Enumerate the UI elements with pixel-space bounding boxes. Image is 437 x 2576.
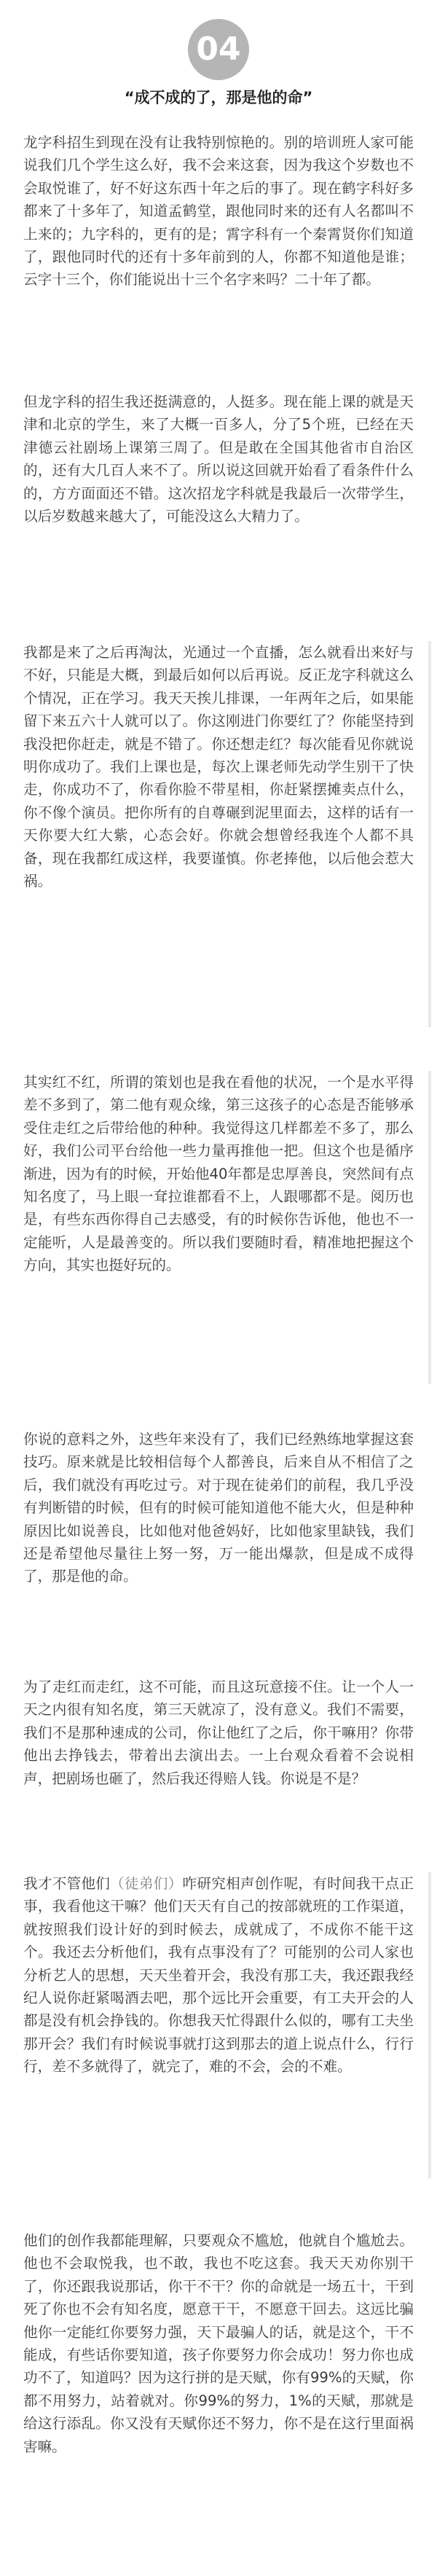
quote-bar — [428, 641, 431, 1027]
paragraph-1: 龙字科招生到现在没有让我特别惊艳的。别的培训班人家可能说我们几个学生这么好，我不会来这套，因为我这个岁数也不会取悦谁了，好不好这东西十年之后的事了。现在鹤字科好多都来了十多年了，知道孟鹤堂，跟他同时来的还有人名都叫不上来的；九字科的，更有的是；霄字科有一个秦霄贤你们知道了，跟他同时代的还有十多年前到的人，你都不知道他是谁；云字十三个，你们能说出十三个名字来吗？二十年了都。 — [23, 134, 414, 288]
paragraph-6: 为了走红而走红，这不可能，而且这玩意接不住。让一个人一天之内很有知名度，第三天就凉了，没有意义。我们不需要，我们不是那种速成的公司，你让他红了之后，你干嘛用？你带他出去挣钱去，带着出去演出去。一上台观众看着不会说相声，把剧场也砸了，然后我还得赔人钱。你说是不是？ — [23, 1678, 414, 1787]
paragraph-7 — [23, 1872, 414, 2078]
section-title: “成不成的了，那是他的命” — [124, 89, 313, 106]
paragraph-4: 其实红不红，所谓的策划也是我在看他的状况，一个是水平得差不多到了，第二他有观众缘，第三这孩子的心态是否能够承受住走红之后带给他的种种。我觉得这几样都差不多了，那么好，我们公司平台给他一些力量再推他一把。但这个也是循序渐进，因为有的时候，开始他40年都是忠厚善良，突然间有点知名度了，马上眼一耷拉谁都看不上，人跟哪都不是。阅历也是，有些东西你得自己去感受，有的时候你告诉他，他也不一定能听，人是最善变的。所以我们要随时看，精准地把握这个方向，其实也挺好玩的。 — [23, 1074, 414, 1274]
paragraph-8: 他们的创作我都能理解，只要观众不尴尬，他就自个尴尬去。他也不会取悦我，也不敢，我也不吃这套。我天天劝你别干了，你还跟我说那话，你干不干？你的命就是一场五十，干到死了你也不会有知名度，愿意干干，不愿意干回去。这远比骗他你一定能红你要努力强，天下最骗人的话，就是这个，干不能成，有些话你要知道，孩子你要努力你会成功！努力你也成功不了，知道吗？因为这行拼的是天赋，你有99%的天赋，你都不用努力，站着就对。你99%的努力，1%的天赋，那就是给这行添乱。你又没有天赋你还不努力，你不是在这行里面祸害嘛。 — [23, 2232, 414, 2455]
paragraph-7-prefix: 我才不管他们 — [23, 1875, 111, 1892]
paragraph-7-rest: 咋研究相声创作呢，有时间我干点正事，我看他这干嘛？他们天天有自己的按部就班的工作渠道，就按照我们设计好的到时候去，成就成了，不成你不能干这个。我还去分析他们，我有点事没有了？可能别的公司人家也分析艺人的思想，天天坐着开会，我没有那工夫，我还跟我经纪人说你赶紧喝酒去吧，那个远比开会重要，有工夫开会的人都是没有机会挣钱的。你想我天忙得跟什么似的，哪有工夫坐那开会？我们有时候说事就打这到那去的道上说点什么，行行行，差不多就得了，就完了，难的不会，会的不难。 — [23, 1875, 414, 2076]
section-number-badge — [188, 19, 249, 80]
quote-bar — [428, 1071, 431, 1384]
paragraph-2: 但龙字科的招生我还挺满意的，人挺多。现在能上课的就是天津和北京的学生，来了大概一百多人，分了5个班，已经在天津德云社剧场上课第三周了。但是敢在全国其他省市自治区的，还有大几百人来不了。所以说这回就开始看了看条件什么的，方方面面还不错。这次招龙字科就是我最后一次带学生，以后岁数越来越大了，可能没这么大精力了。 — [23, 393, 414, 525]
paragraph-7-nick: （徒弟们） — [110, 1875, 183, 1892]
paragraph-3: 我都是来了之后再淘汰，光通过一个直播，怎么就看出来好与不好，只能是大概，到最后如何以后再说。反正龙字科就这么个情况，正在学习。我天天挨儿排课，一年两年之后，如果能留下来五六十人就可以了。你这刚进门你要红了？你能坚持到我没把你赶走，就是不错了。你还想走红？每次能看见你就说明你成功了。我们上课也是，每次上课老师先动学生别干了快走，你成功不了，你看你脸不带星相，你赶紧摆摊卖点什么，你不像个演员。把你所有的自尊碾到泥里面去，这样的话有一天你要大红大紫，心态会好。你就会想曾经我连个人都不具备，现在我都红成这样，我要谨慎。你老捧他，以后他会惹大祸。 — [23, 644, 414, 890]
paragraph-5: 你说的意料之外，这些年来没有了，我们已经熟练地掌握这套技巧。原来就是比较相信每个人都善良，后来自从不相信了之后，我们就没有再吃过亏。对于现在徒弟们的前程，我几乎没有判断错的时候，但有的时候可能知道他不能大火，但是种种原因比如说善良，比如他对他爸妈好，比如他家里缺钱，我们还是希望他尽量往上努一努，万一能出爆款，但是成不成得了，那是他的命。 — [23, 1431, 414, 1585]
quote-bar — [428, 1872, 431, 2178]
section-header — [0, 0, 437, 117]
section-number: 04 — [196, 31, 241, 68]
